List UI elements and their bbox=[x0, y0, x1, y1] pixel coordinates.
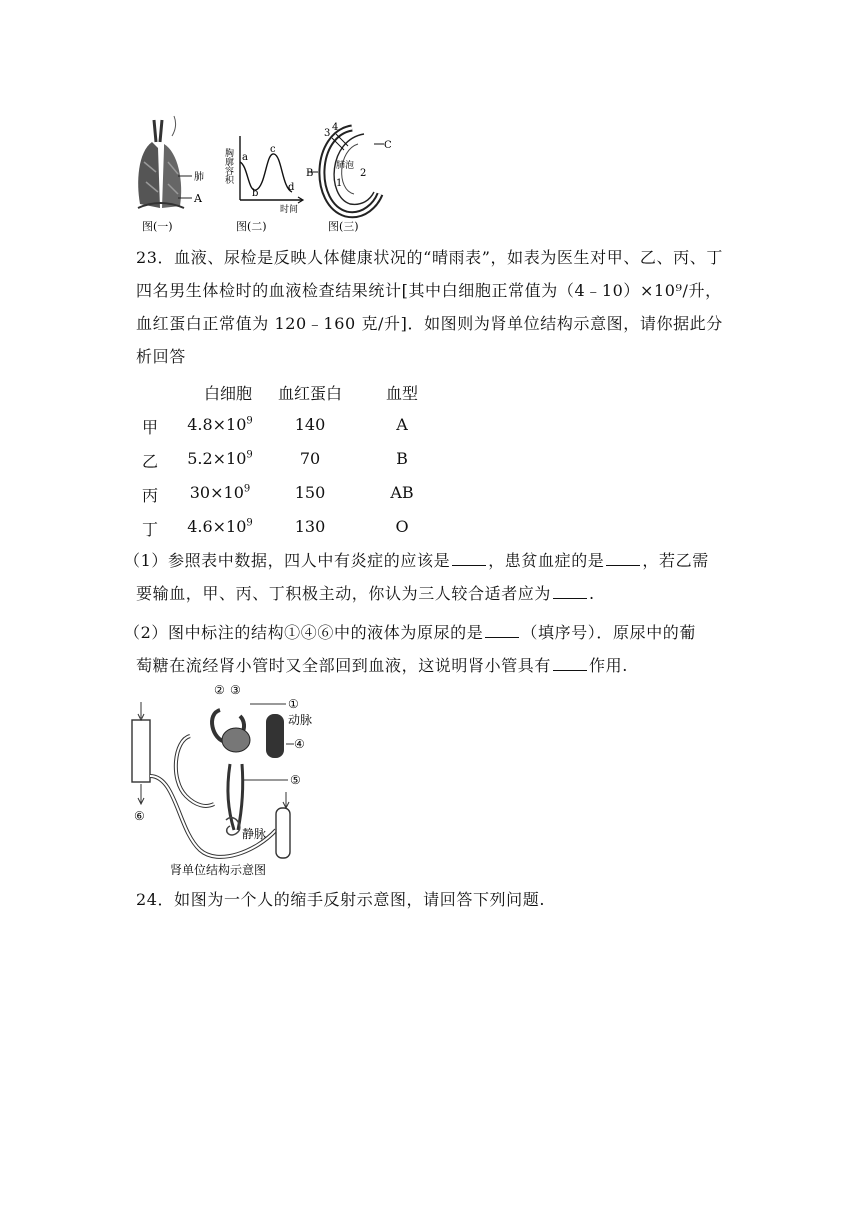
table-cell-type: AB bbox=[390, 483, 414, 502]
answer-blank-reabsorption[interactable] bbox=[553, 656, 587, 671]
figure-3-alveolus bbox=[304, 114, 394, 234]
kidney-caption: 肾单位结构示意图 bbox=[170, 863, 267, 877]
table-cell-wbc: $4.6\times 10^9$ bbox=[187, 517, 253, 536]
table-row-name: 丁 bbox=[141, 520, 158, 539]
kidney-label-2: ② bbox=[214, 683, 225, 697]
q23-intro bbox=[136, 241, 736, 373]
table-cell-type: O bbox=[395, 517, 409, 536]
q23-1-text-line2: 要输血，甲、丙、丁积极主动，你认为三人较合适者应为 bbox=[136, 584, 552, 603]
fig2-point-d: d bbox=[288, 182, 295, 193]
q23-intro-line-1: 23．血液、尿检是反映人体健康状况的“晴雨表”，如表为医生对甲、乙、丙、丁 bbox=[136, 248, 723, 267]
kidney-label-vein: 静脉 bbox=[242, 827, 267, 841]
table-cell-hb: 130 bbox=[294, 517, 326, 536]
table-cell-wbc: $5.2\times 10^9$ bbox=[187, 449, 253, 468]
answer-blank-primary-urine[interactable] bbox=[485, 623, 519, 638]
table-row-name: 丙 bbox=[141, 486, 158, 505]
fig3-label-c: C bbox=[384, 140, 392, 151]
q23-1-text-b: ，患贫血症的是 bbox=[488, 551, 605, 570]
q23-1-text-c: ，若乙需 bbox=[642, 551, 709, 570]
fig3-label-4: 4 bbox=[332, 122, 339, 133]
kidney-nephron-figure bbox=[126, 680, 326, 880]
q23-2-text-b: （填序号）．原尿中的葡 bbox=[521, 623, 696, 642]
fig2-xlabel: 时间 bbox=[280, 205, 299, 215]
fig3-label-b: B bbox=[306, 168, 314, 179]
q23-2-text-a: （2）图中标注的结构①④⑥中的液体为原尿的是 bbox=[124, 623, 484, 642]
fig1-caption: 图(一) bbox=[142, 220, 173, 233]
kidney-label-5: ⑤ bbox=[290, 773, 301, 787]
kidney-label-6: ⑥ bbox=[134, 809, 145, 823]
fig2-point-b: b bbox=[252, 188, 259, 199]
table-cell-wbc: $30\times 10^9$ bbox=[189, 483, 251, 502]
q23-intro-line-4: 析回答 bbox=[136, 347, 186, 366]
table-header-hb: 血红蛋白 bbox=[277, 384, 342, 403]
q23-2-text-line2: 萄糖在流经肾小管时又全部回到血液，这说明肾小管具有 bbox=[136, 656, 552, 675]
fig3-label-1: 1 bbox=[336, 178, 343, 189]
figure-2-volume-curve bbox=[223, 126, 306, 234]
table-cell-hb: 150 bbox=[294, 483, 326, 502]
fig2-caption: 图(二) bbox=[236, 220, 267, 233]
fig2-ylabel: 胸廓容积 bbox=[223, 148, 233, 184]
table-cell-hb: 70 bbox=[299, 449, 321, 468]
fig3-center-label: 肺泡 bbox=[336, 161, 355, 171]
table-header-bloodtype: 血型 bbox=[385, 384, 418, 403]
fig1-lung-label: 肺 bbox=[194, 172, 204, 183]
q23-1-text-a: （1）参照表中数据，四人中有炎症的应该是 bbox=[124, 551, 451, 570]
fig3-label-2: 2 bbox=[360, 168, 367, 179]
q23-intro-line-3: 血红蛋白正常值为 120﹣160 克/升]．如图则为肾单位结构示意图，请你据此分 bbox=[136, 314, 723, 333]
q23-intro-line-2: 四名男生体检时的血液检查结果统计[其中白细胞正常值为（4﹣10）×10⁹/升， bbox=[136, 281, 722, 300]
fig2-point-c: c bbox=[270, 144, 276, 155]
fig1-a-label: A bbox=[194, 192, 202, 205]
q24-text: 24．如图为一个人的缩手反射示意图，请回答下列问题. bbox=[136, 890, 546, 909]
fig3-label-3: 3 bbox=[324, 128, 331, 139]
figure-1-lungs bbox=[134, 112, 226, 234]
table-row-name: 乙 bbox=[141, 452, 158, 471]
kidney-label-artery: 动脉 bbox=[288, 713, 313, 727]
table-header-wbc: 白细胞 bbox=[203, 384, 252, 403]
table-cell-wbc: $4.8\times 10^9$ bbox=[187, 415, 253, 434]
q23-1-text-end: . bbox=[589, 584, 595, 603]
q23-2-text-end: 作用. bbox=[589, 656, 628, 675]
fig2-point-a: a bbox=[242, 152, 248, 163]
answer-blank-anemia[interactable] bbox=[606, 551, 640, 566]
table-cell-type: B bbox=[396, 449, 408, 468]
answer-blank-donor[interactable] bbox=[553, 584, 587, 599]
kidney-label-4: ④ bbox=[294, 737, 305, 751]
kidney-label-3: ③ bbox=[230, 683, 241, 697]
fig3-caption: 图(三) bbox=[328, 220, 359, 233]
table-row-name: 甲 bbox=[141, 418, 158, 437]
kidney-label-1: ① bbox=[288, 697, 299, 711]
answer-blank-inflammation[interactable] bbox=[452, 551, 486, 566]
q23-part-1 bbox=[124, 544, 744, 610]
table-cell-hb: 140 bbox=[294, 415, 326, 434]
q23-part-2 bbox=[124, 616, 744, 682]
table-cell-type: A bbox=[396, 415, 408, 434]
